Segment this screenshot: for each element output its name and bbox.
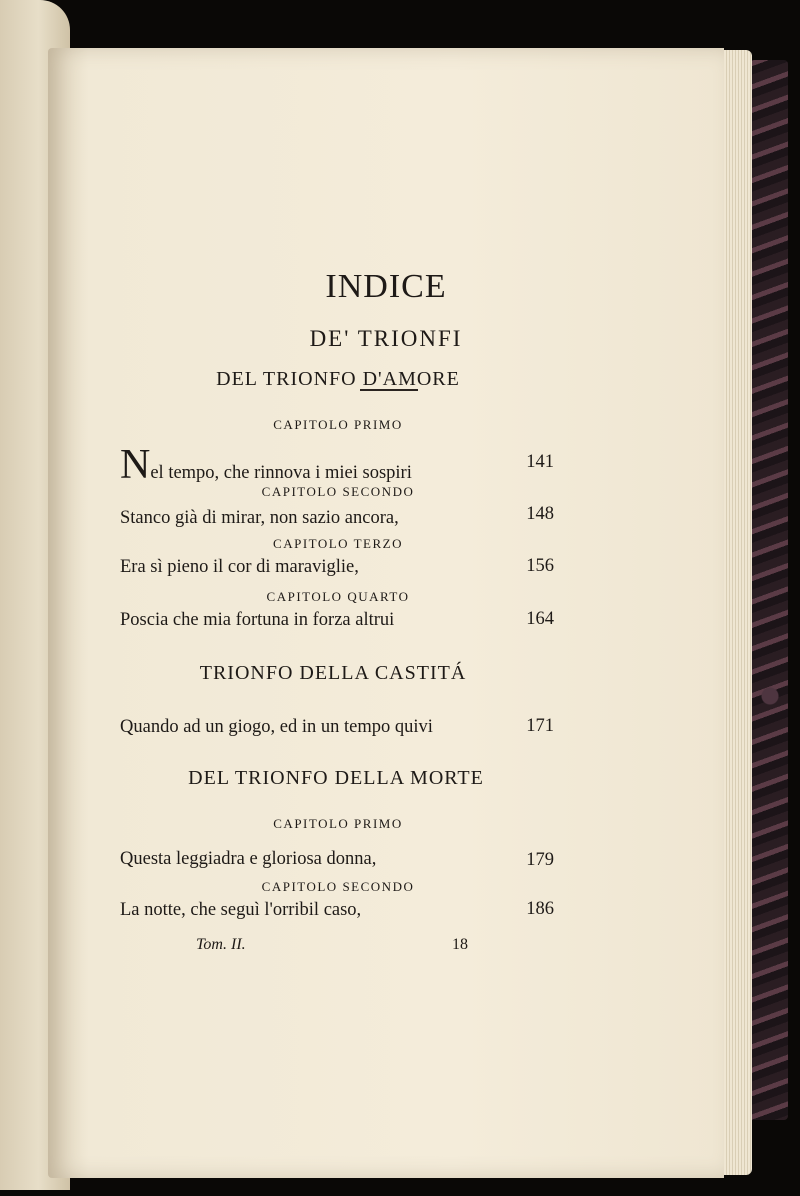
toc-entry	[120, 444, 412, 486]
toc-entry: Era sì pieno il cor di maraviglie,	[120, 557, 359, 577]
signature-mark: 18	[452, 936, 468, 953]
page-number: 148	[526, 504, 554, 524]
toc-entry: Stanco già di mirar, non sazio ancora,	[120, 508, 399, 528]
page-number: 171	[526, 716, 554, 736]
entry-text: el tempo, che rinnova i miei sospiri	[150, 463, 412, 483]
section-heading-amore: DEL TRIONFO D'AMORE	[216, 368, 460, 390]
chapter-caption: CAPITOLO PRIMO	[273, 417, 403, 432]
section-heading-morte: DEL TRIONFO DELLA MORTE	[188, 767, 484, 789]
toc-entry: Quando ad un giogo, ed in un tempo quivi	[120, 717, 433, 737]
page-number: 156	[526, 556, 554, 576]
page-title: INDICE	[325, 268, 447, 305]
book-page	[48, 48, 724, 1178]
chapter-caption: CAPITOLO QUARTO	[266, 589, 410, 604]
chapter-caption: CAPITOLO TERZO	[273, 536, 403, 551]
chapter-caption: CAPITOLO SECONDO	[261, 879, 415, 894]
page-number: 164	[526, 609, 554, 629]
page-number: 186	[526, 899, 554, 919]
toc-entry: Questa leggiadra e gloriosa donna,	[120, 849, 377, 869]
chapter-caption: CAPITOLO PRIMO	[273, 816, 403, 831]
page-number: 141	[526, 452, 554, 472]
page-subtitle: DE' TRIONFI	[309, 326, 463, 351]
toc-entry: Poscia che mia fortuna in forza altrui	[120, 610, 395, 630]
toc-entry: La notte, che seguì l'orribil caso,	[120, 900, 362, 920]
page-number: 179	[526, 850, 554, 870]
chapter-caption: CAPITOLO SECONDO	[261, 484, 415, 499]
section-heading-castita: TRIONFO DELLA CASTITÁ	[199, 662, 467, 684]
volume-label: Tom. II.	[196, 936, 246, 953]
drop-cap: N	[120, 442, 151, 488]
